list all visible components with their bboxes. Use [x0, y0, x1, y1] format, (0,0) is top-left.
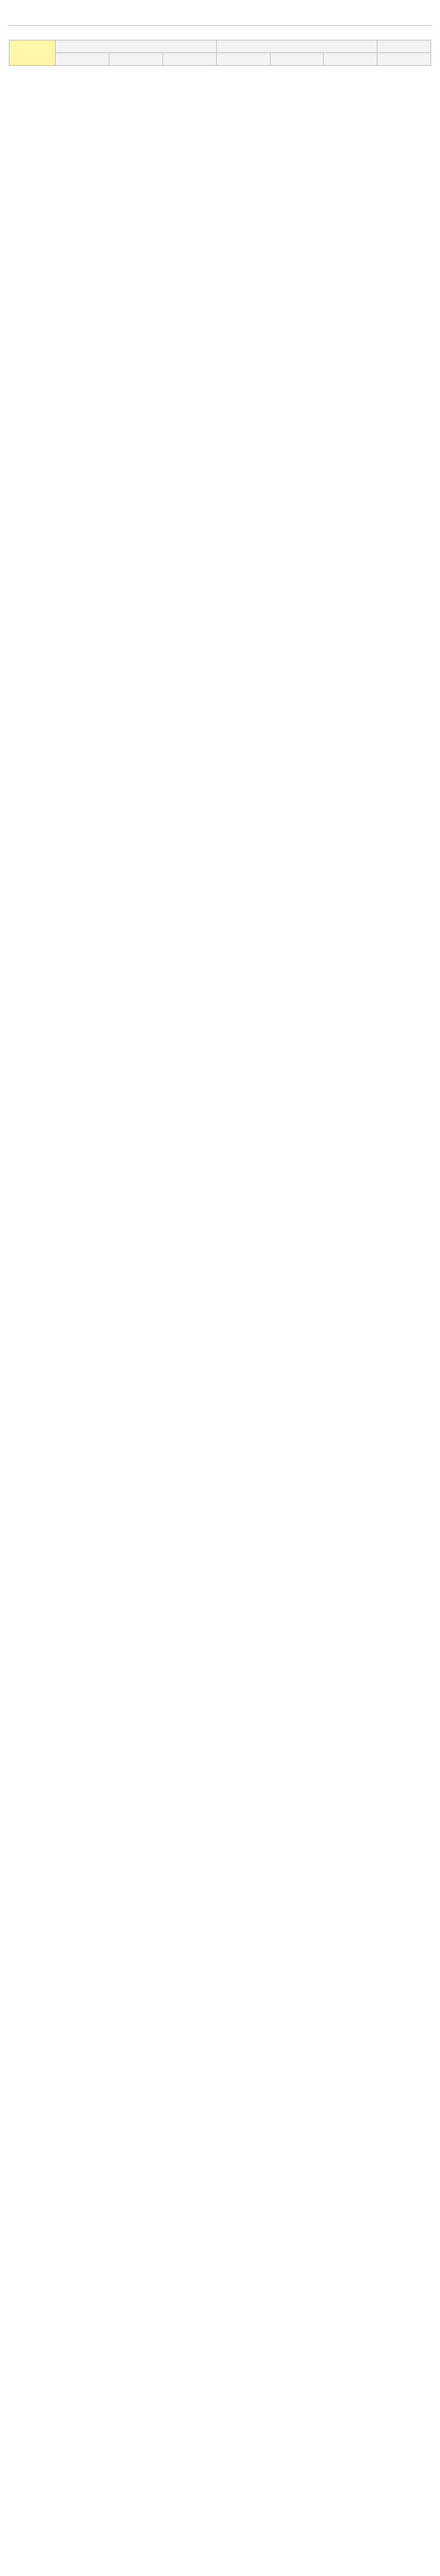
header-share-female [324, 53, 377, 66]
header-sex-ratio [377, 40, 431, 53]
unit-note [9, 26, 431, 40]
header-sex-ratio-sub [377, 53, 431, 66]
header-share [216, 40, 377, 53]
header-population [56, 40, 216, 53]
header-share-male [270, 53, 324, 66]
table-title [9, 0, 431, 26]
table-header [9, 40, 431, 66]
population-table [9, 40, 431, 66]
page [0, 0, 440, 78]
header-male [109, 53, 163, 66]
header-total [56, 53, 109, 66]
header-female [163, 53, 217, 66]
header-share-total [216, 53, 270, 66]
table-container [9, 40, 431, 66]
header-age [9, 40, 56, 66]
